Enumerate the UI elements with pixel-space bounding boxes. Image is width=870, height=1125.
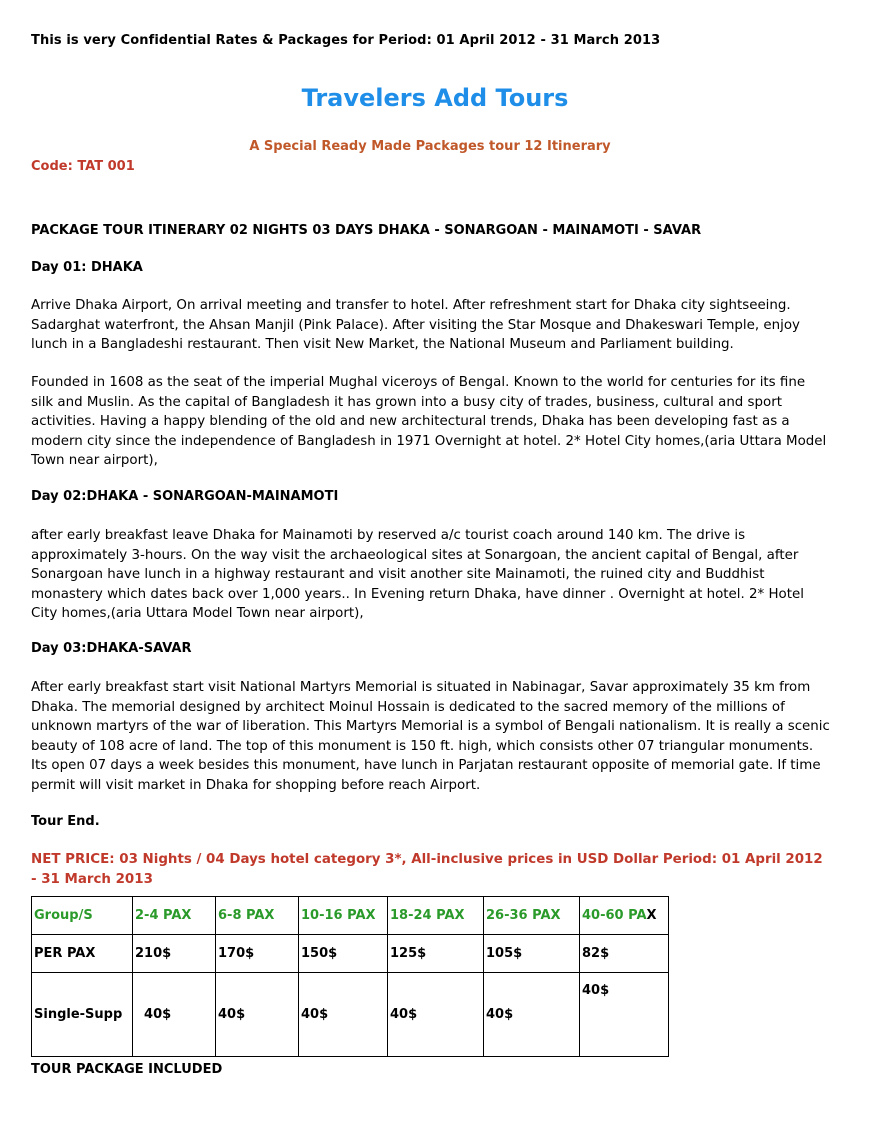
package-included-heading: TOUR PACKAGE INCLUDED bbox=[31, 1062, 223, 1077]
confidential-notice: This is very Confidential Rates & Packages for Period: 01 April 2012 - 31 March 2013 bbox=[31, 33, 661, 48]
table-cell: 40$ bbox=[133, 973, 216, 1057]
table-header-cell: 10-16 PAX bbox=[299, 897, 388, 935]
table-cell: 40$ bbox=[484, 973, 580, 1057]
day1-paragraph-1: Arrive Dhaka Airport, On arrival meeting and transfer to hotel. After refreshment start for Dhaka city sightseeing. Sadarghat waterfront, the Ahsan Manjil (Pink Palace). After visiting the Star Mosque and Dhakeswari Temple, enjoy lunch in a Bangladeshi restaurant. Then visit New Market, the National Museum and Parliament building. bbox=[31, 298, 800, 353]
table-header-cell: 18-24 PAX bbox=[388, 897, 484, 935]
table-header-cell bbox=[580, 897, 669, 935]
day1-paragraph-2: Founded in 1608 as the seat of the imperial Mughal viceroys of Bengal. Known to the world for centuries for its fine silk and Muslin. As the capital of Bangladesh it has grown into a busy city of trades, business, cultural and sport activities. Having a happy blending of the old and new architectural trends, Dhaka has been developing fast as a modern city since the independence of Bangladesh in 1971 Overnight at hotel. 2* Hotel City homes,(aria Uttara Model Town near airport), bbox=[31, 375, 827, 469]
table-cell: 40$ bbox=[580, 973, 669, 1057]
table-row-per-pax bbox=[32, 935, 669, 973]
table-cell: 150$ bbox=[299, 935, 388, 973]
day3-heading: Day 03:DHAKA-SAVAR bbox=[31, 641, 192, 656]
header-text: 40-60 PA bbox=[582, 908, 647, 923]
table-cell: 40$ bbox=[216, 973, 299, 1057]
table-header-row bbox=[32, 897, 669, 935]
table-cell: 125$ bbox=[388, 935, 484, 973]
table-cell: 105$ bbox=[484, 935, 580, 973]
table-header-cell: 2-4 PAX bbox=[133, 897, 216, 935]
package-code: Code: TAT 001 bbox=[31, 159, 135, 174]
day2-paragraph: after early breakfast leave Dhaka for Mainamoti by reserved a/c tourist coach around 140 km. The drive is approximately 3-hours. On the way visit the archaeological sites at Sonargoan, the ancient capital of Bengal, after Sonargoan have lunch in a highway restaurant and visit another site Mainamoti, the ruined city and Buddhist monastery which dates back over 1,000 years.. In Evening return Dhaka, have dinner . Overnight at hotel. 2* Hotel City homes,(aria Uttara Model Town near airport), bbox=[31, 528, 804, 622]
day3-paragraph: After early breakfast start visit National Martyrs Memorial is situated in Nabinagar, Savar approximately 35 km from Dhaka. The memorial designed by architect Moinul Hossain is dedicated to the sacred memory of the millions of unknown martyrs of the war of liberation. This Martyrs Memorial is a symbol of Bengali nationalism. It is really a scenic beauty of 108 acre of land. The top of this monument is 150 ft. high, which consists other 07 triangular monuments. Its open 07 days a week besides this monument, have lunch in Parjatan restaurant opposite of memorial gate. If time permit will visit market in Dhaka for shopping before reach Airport. bbox=[31, 680, 830, 793]
package-heading: PACKAGE TOUR ITINERARY 02 NIGHTS 03 DAYS DHAKA - SONARGOAN - MAINAMOTI - SAVAR bbox=[31, 223, 702, 238]
table-cell: 82$ bbox=[580, 935, 669, 973]
table-cell: 40$ bbox=[388, 973, 484, 1057]
page-title: Travelers Add Tours bbox=[301, 84, 569, 112]
price-table bbox=[31, 896, 669, 1057]
header-text-end: X bbox=[646, 908, 657, 923]
table-row-single-supp bbox=[32, 973, 669, 1057]
day2-heading: Day 02:DHAKA - SONARGOAN-MAINAMOTI bbox=[31, 489, 339, 504]
page-subtitle: A Special Ready Made Packages tour 12 Itinerary bbox=[249, 139, 611, 154]
table-header-cell: 6-8 PAX bbox=[216, 897, 299, 935]
table-header-cell: 26-36 PAX bbox=[484, 897, 580, 935]
table-cell: 170$ bbox=[216, 935, 299, 973]
net-price-note: NET PRICE: 03 Nights / 04 Days hotel category 3*, All-inclusive prices in USD Dollar Period: 01 April 2012 - 31 March 2013 bbox=[31, 852, 823, 887]
table-cell: 40$ bbox=[299, 973, 388, 1057]
table-header-cell: Group/S bbox=[32, 897, 133, 935]
table-cell: PER PAX bbox=[32, 935, 133, 973]
tour-end: Tour End. bbox=[31, 814, 100, 829]
table-cell: Single-Supp bbox=[32, 973, 133, 1057]
table-cell: 210$ bbox=[133, 935, 216, 973]
day1-heading: Day 01: DHAKA bbox=[31, 260, 143, 275]
